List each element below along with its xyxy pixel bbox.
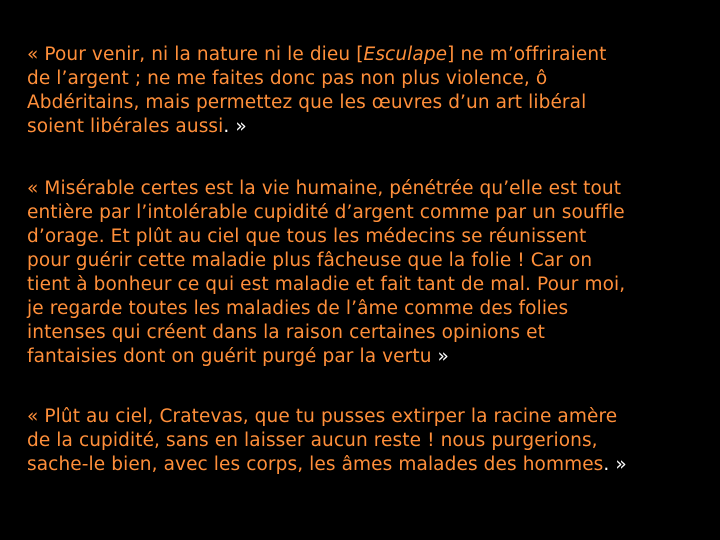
quote-line (27, 405, 697, 429)
text-segment: pour guérir cette maladie plus fâcheuse que la folie ! Car on (27, 250, 593, 271)
text-segment: de l’argent ; ne me faites donc pas non plus violence, ô (27, 68, 548, 89)
quote-line (27, 429, 697, 453)
quote-line (27, 177, 697, 201)
italic-segment: Esculape (363, 44, 448, 65)
text-segment: « Misérable certes est la vie humaine, pénétrée qu’elle est tout (27, 178, 622, 199)
quote-line (27, 453, 697, 477)
quote-line (27, 43, 697, 67)
quote-1 (27, 43, 697, 139)
text-segment: tient à bonheur ce qui est maladie et fait tant de mal. Pour moi, (27, 274, 626, 295)
closing-quote-mark: » (615, 454, 627, 475)
quote-2 (27, 177, 697, 369)
quote-line (27, 345, 697, 369)
text-segment: entière par l’intolérable cupidité d’argent comme par un souffle (27, 202, 625, 223)
closing-quote-mark: » (437, 346, 449, 367)
quote-line (27, 321, 697, 345)
quote-3 (27, 405, 697, 477)
quote-line (27, 225, 697, 249)
text-segment: de la cupidité, sans en laisser aucun reste ! nous purgerions, (27, 430, 598, 451)
text-segment: je regarde toutes les maladies de l’âme comme des folies (27, 298, 569, 319)
quote-line (27, 67, 697, 91)
text-segment: soient libérales aussi (27, 116, 224, 137)
text-segment: « Plût au ciel, Cratevas, que tu pusses extirper la racine amère (27, 406, 618, 427)
text-segment: intenses qui créent dans la raison certaines opinions et (27, 322, 545, 343)
quote-line (27, 115, 697, 139)
quote-line (27, 297, 697, 321)
period-mark: . (603, 454, 610, 475)
closing-quote-mark: » (235, 116, 247, 137)
text-segment: Abdéritains, mais permettez que les œuvres d’un art libéral (27, 92, 587, 113)
text-segment: fantaisies dont on guérit purgé par la vertu (27, 346, 438, 367)
text-segment: ] ne m’offriraient (447, 44, 607, 65)
text-segment: sache-le bien, avec les corps, les âmes malades des hommes (27, 454, 604, 475)
text-segment: d’orage. Et plût au ciel que tous les médecins se réunissent (27, 226, 587, 247)
quote-line (27, 249, 697, 273)
text-segment: « Pour venir, ni la nature ni le dieu [ (27, 44, 364, 65)
quote-line (27, 201, 697, 225)
period-mark: . (223, 116, 230, 137)
quote-line (27, 273, 697, 297)
quote-line (27, 91, 697, 115)
